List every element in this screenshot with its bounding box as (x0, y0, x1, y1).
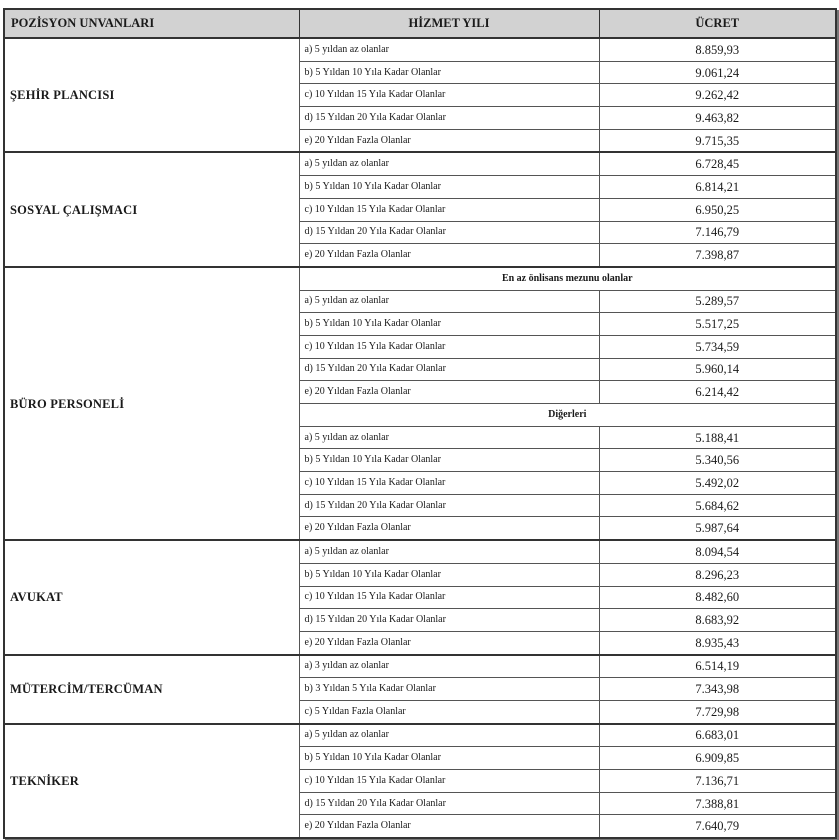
header-position: POZİSYON UNVANLARI (4, 9, 299, 38)
service-years-cell: a) 5 yıldan az olanlar (299, 426, 599, 449)
service-years-cell: a) 5 yıldan az olanlar (299, 540, 599, 563)
service-years-cell: d) 15 Yıldan 20 Yıla Kadar Olanlar (299, 107, 599, 130)
position-title: MÜTERCİM/TERCÜMAN (4, 655, 299, 724)
service-years-cell: d) 15 Yıldan 20 Yıla Kadar Olanlar (299, 609, 599, 632)
service-years-cell: c) 10 Yıldan 15 Yıla Kadar Olanlar (299, 84, 599, 107)
table-row (4, 152, 836, 175)
fee-cell: 5.987,64 (599, 517, 836, 540)
service-years-cell: e) 20 Yıldan Fazla Olanlar (299, 631, 599, 654)
fee-table (3, 8, 837, 839)
header-row (4, 9, 836, 38)
fee-cell: 5.340,56 (599, 449, 836, 472)
fee-cell: 8.296,23 (599, 563, 836, 586)
table-row (4, 655, 836, 678)
fee-cell: 7.398,87 (599, 244, 836, 267)
fee-cell: 9.262,42 (599, 84, 836, 107)
position-title: TEKNİKER (4, 724, 299, 838)
fee-cell: 7.343,98 (599, 678, 836, 701)
table-header (4, 9, 836, 38)
position-group (4, 38, 836, 152)
fee-cell: 5.517,25 (599, 313, 836, 336)
table-row (4, 540, 836, 563)
service-years-cell: b) 5 Yıldan 10 Yıla Kadar Olanlar (299, 563, 599, 586)
fee-cell: 6.728,45 (599, 152, 836, 175)
fee-cell: 7.146,79 (599, 221, 836, 244)
service-years-cell: e) 20 Yıldan Fazla Olanlar (299, 244, 599, 267)
service-years-cell: e) 20 Yıldan Fazla Olanlar (299, 129, 599, 152)
service-years-cell: c) 5 Yıldan Fazla Olanlar (299, 700, 599, 723)
service-years-cell: a) 5 yıldan az olanlar (299, 38, 599, 61)
fee-cell: 5.734,59 (599, 335, 836, 358)
service-years-cell: e) 20 Yıldan Fazla Olanlar (299, 815, 599, 838)
service-years-cell: d) 15 Yıldan 20 Yıla Kadar Olanlar (299, 221, 599, 244)
fee-cell: 7.388,81 (599, 792, 836, 815)
position-group (4, 655, 836, 724)
service-years-cell: b) 5 Yıldan 10 Yıla Kadar Olanlar (299, 747, 599, 770)
fee-cell: 8.094,54 (599, 540, 836, 563)
service-years-cell: a) 3 yıldan az olanlar (299, 655, 599, 678)
subgroup-label: Diğerleri (299, 404, 836, 427)
position-title: AVUKAT (4, 540, 299, 654)
position-group (4, 152, 836, 266)
fee-cell: 5.289,57 (599, 290, 836, 313)
fee-cell: 8.482,60 (599, 586, 836, 609)
service-years-cell: c) 10 Yıldan 15 Yıla Kadar Olanlar (299, 198, 599, 221)
service-years-cell: c) 10 Yıldan 15 Yıla Kadar Olanlar (299, 472, 599, 495)
fee-cell: 5.960,14 (599, 358, 836, 381)
service-years-cell: b) 5 Yıldan 10 Yıla Kadar Olanlar (299, 449, 599, 472)
service-years-cell: c) 10 Yıldan 15 Yıla Kadar Olanlar (299, 335, 599, 358)
position-group (4, 540, 836, 654)
position-title: ŞEHİR PLANCISI (4, 38, 299, 152)
fee-cell: 8.683,92 (599, 609, 836, 632)
fee-table-container (3, 8, 835, 839)
fee-cell: 8.935,43 (599, 631, 836, 654)
header-service-years: HİZMET YILI (299, 9, 599, 38)
fee-cell: 6.514,19 (599, 655, 836, 678)
service-years-cell: b) 5 Yıldan 10 Yıla Kadar Olanlar (299, 313, 599, 336)
table-row (4, 38, 836, 61)
fee-cell: 7.136,71 (599, 770, 836, 793)
service-years-cell: a) 5 yıldan az olanlar (299, 724, 599, 747)
fee-cell: 8.859,93 (599, 38, 836, 61)
service-years-cell: b) 5 Yıldan 10 Yıla Kadar Olanlar (299, 176, 599, 199)
service-years-cell: c) 10 Yıldan 15 Yıla Kadar Olanlar (299, 586, 599, 609)
fee-cell: 6.214,42 (599, 381, 836, 404)
position-title: BÜRO PERSONELİ (4, 267, 299, 540)
fee-cell: 5.188,41 (599, 426, 836, 449)
service-years-cell: b) 3 Yıldan 5 Yıla Kadar Olanlar (299, 678, 599, 701)
position-title: SOSYAL ÇALIŞMACI (4, 152, 299, 266)
service-years-cell: d) 15 Yıldan 20 Yıla Kadar Olanlar (299, 792, 599, 815)
fee-cell: 6.909,85 (599, 747, 836, 770)
service-years-cell: a) 5 yıldan az olanlar (299, 290, 599, 313)
service-years-cell: c) 10 Yıldan 15 Yıla Kadar Olanlar (299, 770, 599, 793)
position-group (4, 267, 836, 540)
service-years-cell: e) 20 Yıldan Fazla Olanlar (299, 517, 599, 540)
fee-cell: 6.683,01 (599, 724, 836, 747)
fee-cell: 6.950,25 (599, 198, 836, 221)
fee-cell: 5.684,62 (599, 494, 836, 517)
service-years-cell: b) 5 Yıldan 10 Yıla Kadar Olanlar (299, 61, 599, 84)
fee-cell: 9.463,82 (599, 107, 836, 130)
service-years-cell: d) 15 Yıldan 20 Yıla Kadar Olanlar (299, 494, 599, 517)
fee-cell: 6.814,21 (599, 176, 836, 199)
subgroup-row (4, 267, 836, 290)
subgroup-label: En az önlisans mezunu olanlar (299, 267, 836, 290)
service-years-cell: d) 15 Yıldan 20 Yıla Kadar Olanlar (299, 358, 599, 381)
fee-cell: 7.729,98 (599, 700, 836, 723)
fee-cell: 5.492,02 (599, 472, 836, 495)
fee-cell: 9.061,24 (599, 61, 836, 84)
fee-cell: 9.715,35 (599, 129, 836, 152)
service-years-cell: a) 5 yıldan az olanlar (299, 152, 599, 175)
position-group (4, 724, 836, 838)
table-row (4, 724, 836, 747)
header-fee: ÜCRET (599, 9, 836, 38)
fee-cell: 7.640,79 (599, 815, 836, 838)
service-years-cell: e) 20 Yıldan Fazla Olanlar (299, 381, 599, 404)
